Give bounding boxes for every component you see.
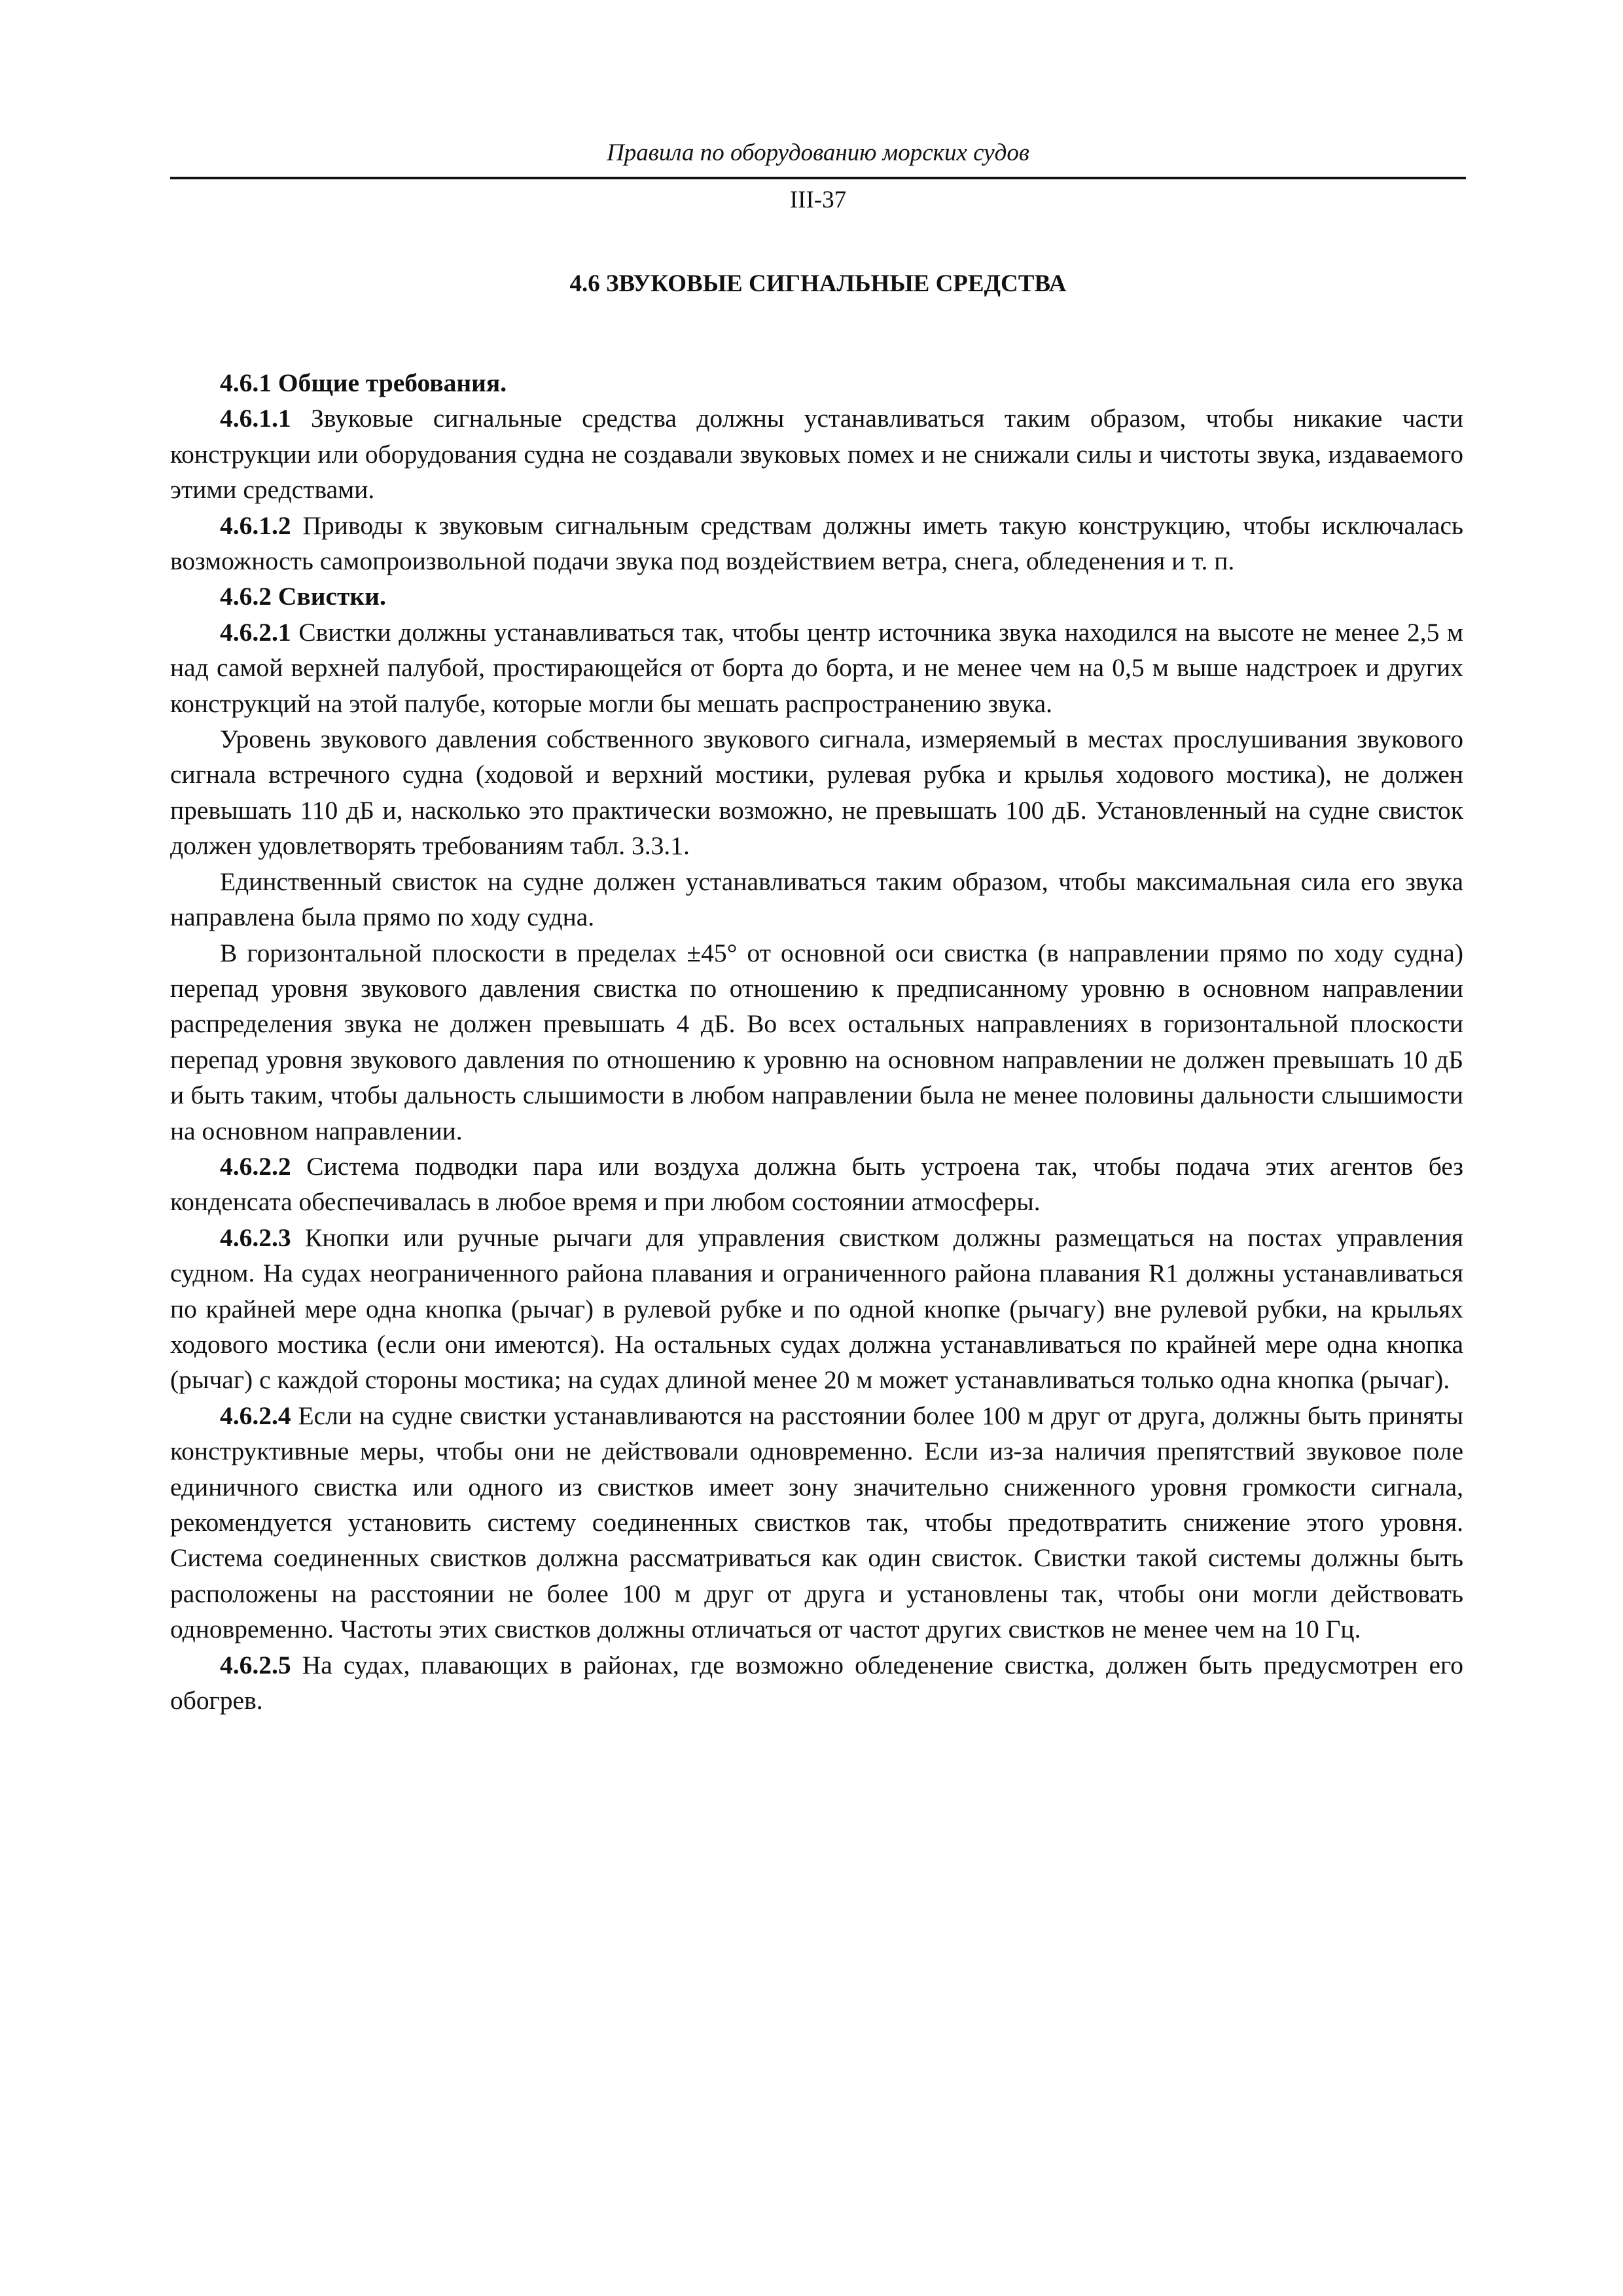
body-text: [170, 365, 1463, 1718]
header-divider: [170, 177, 1466, 179]
clause-number: 4.6.2: [220, 582, 272, 611]
clause-paragraph: [170, 721, 1463, 864]
clause-text: Звуковые сигнальные средства должны устанавливаться таким образом, чтобы никакие части конструкции или оборудования судна не создавали звуковых помех и не снижали силы и чистоты звука, издаваемого этими средствами.: [170, 404, 1464, 505]
subsection-title: Общие требования.: [277, 368, 507, 397]
clause-text: Приводы к звуковым сигнальным средствам должны иметь такую конструкцию, чтобы исключалась возможность самопроизвольной подачи звука под воздействием ветра, снега, обледенения и т. п.: [170, 511, 1464, 576]
subsection-heading: [170, 579, 1463, 614]
clause-paragraph: [170, 1398, 1463, 1647]
page-number: III-37: [789, 187, 847, 213]
clause-paragraph: [170, 401, 1463, 507]
clause-number: 4.6.2.1: [220, 617, 291, 647]
clause-number: 4.6.1.1: [220, 404, 291, 433]
clause-number: 4.6.1.2: [220, 511, 291, 540]
clause-text: Кнопки или ручные рычаги для управления свистком должны размещаться на постах управления судном. На судах неограниченного района плавания и ограниченного района плавания R1 должны устанавливаться по крайней мере одна кнопка (рычаг) в рулевой рубке и по одной кнопке (рычагу) вне рулевой рубки, на крыльях ходового мостика (если они имеются). На остальных судах должна устанавливаться по крайней мере одна кнопка (рычаг) с каждой стороны мостика; на судах длиной менее 20 м может устанавливаться только одна кнопка (рычаг).: [170, 1223, 1463, 1395]
clause-number: 4.6.2.3: [220, 1223, 291, 1252]
clause-text: На судах, плавающих в районах, где возможно обледенение свистка, должен быть предусмотрен его обогрев.: [170, 1650, 1464, 1715]
clause-text: Система подводки пара или воздуха должна быть устроена так, чтобы подача этих агентов без конденсата обеспечивалась в любое время и при любом состоянии атмосферы.: [170, 1151, 1463, 1217]
clause-paragraph: [170, 508, 1463, 579]
section-title: 4.6 ЗВУКОВЫЕ СИГНАЛЬНЫЕ СРЕДСТВА: [569, 270, 1067, 297]
clause-number: 4.6.1: [220, 368, 272, 397]
clause-number: 4.6.2.2: [220, 1151, 291, 1181]
clause-text: В горизонтальной плоскости в пределах ±45° от основной оси свистка (в направлении прямо по ходу судна) перепад уровня звукового давления свистка по отношению к предписанному уровню в основном направлении распределения звука не должен превышать 4 дБ. Во всех остальных направлениях в горизонтальной плоскости перепад уровня звукового давления по отношению к уровню на основном направлении не должен превышать 10 дБ и быть таким, чтобы дальность слышимости в любом направлении была не менее половины дальности слышимости на основном направлении.: [170, 938, 1463, 1145]
clause-text: Единственный свисток на судне должен устанавливаться таким образом, чтобы максимальная сила его звука направлена была прямо по ходу судна.: [170, 867, 1463, 932]
clause-paragraph: [170, 864, 1463, 935]
clause-text: Если на судне свистки устанавливаются на расстоянии более 100 м друг от друга, должны быть приняты конструктивные меры, чтобы они не действовали одновременно. Если из-за наличия препятствий звуковое поле единичного свистка или одного из свистков имеет зону значительно сниженного уровня громкости сигнала, рекомендуется установить систему соединенных свистков так, чтобы предотвратить снижение этого уровня. Система соединенных свистков должна рассматриваться как один свисток. Свистки такой системы должны быть расположены на расстоянии не более 100 м друг от друга и установлены так, чтобы они могли действовать одновременно. Частоты этих свистков должны отличаться от частот других свистков не менее чем на 10 Гц.: [170, 1401, 1463, 1644]
clause-paragraph: [170, 1647, 1463, 1719]
clause-text: Свистки должны устанавливаться так, чтобы центр источника звука находился на высоте не менее 2,5 м над самой верхней палубой, простирающейся от борта до борта, и не менее чем на 0,5 м выше надстроек и других конструкций на этой палубе, которые могли бы мешать распространению звука.: [170, 617, 1464, 718]
clause-paragraph: [170, 1149, 1463, 1220]
subsection-heading: [170, 365, 1463, 401]
clause-paragraph: [170, 1220, 1463, 1398]
clause-number: 4.6.2.4: [220, 1401, 291, 1430]
clause-text: Уровень звукового давления собственного звукового сигнала, измеряемый в местах прослушивания звукового сигнала встречного судна (ходовой и верхний мостики, рулевая рубка и крылья ходового мостика), не должен превышать 110 дБ и, насколько это практически возможно, не превышать 100 дБ. Установленный на судне свисток должен удовлетворять требованиям табл. 3.3.1.: [170, 725, 1463, 861]
clause-paragraph: [170, 615, 1463, 721]
clause-paragraph: [170, 935, 1463, 1149]
document-title: Правила по оборудованию морских судов: [607, 139, 1029, 166]
clause-number: 4.6.2.5: [220, 1650, 291, 1679]
subsection-title: Свистки.: [277, 582, 386, 611]
